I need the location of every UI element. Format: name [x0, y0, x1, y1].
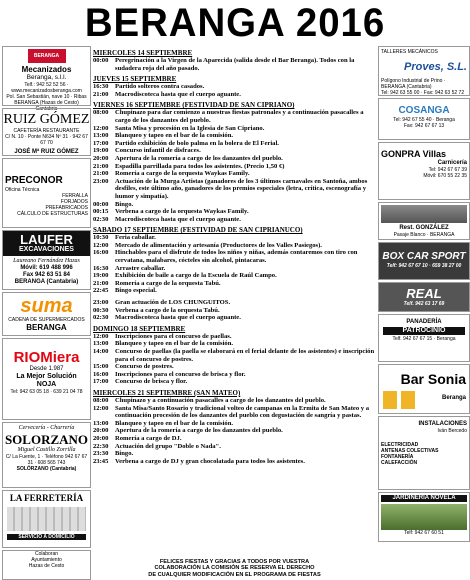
schedule-event	[93, 83, 376, 91]
schedule-event	[93, 249, 376, 264]
ferreteria-tools-image	[7, 507, 86, 531]
event-description: Verbena a cargo de la orquesta Waykas Family.	[115, 208, 249, 216]
schedule-event	[93, 91, 376, 99]
schedule-event	[93, 420, 376, 428]
cerveceria-addr: C/ La Fuente, 1 · Teléfono 942 67 67 31 · 608 565 743	[5, 454, 88, 466]
real-name: REAL	[406, 286, 442, 301]
schedule-event	[93, 458, 376, 466]
schedule-event	[93, 427, 376, 435]
fiestas-schedule	[93, 46, 376, 580]
event-time: 00:00	[93, 200, 109, 208]
event-time: 02:30	[93, 314, 109, 322]
sonia-place: Beranga	[441, 395, 466, 401]
instalaciones-e: CALEFACCIÓN	[381, 460, 418, 466]
colabora-a: Colaboran	[34, 551, 59, 557]
schedule-event	[93, 132, 376, 140]
event-time: 00:30	[93, 306, 109, 314]
preconor-d: PREFABRICADOS	[45, 205, 88, 211]
event-description: Blanqueo y tapeo en el bar de la comisión.	[115, 340, 234, 348]
event-description: Bingo.	[115, 450, 134, 458]
gonpra-a: Carnicería	[437, 160, 467, 166]
poster-title: BERANGA 2016	[84, 1, 386, 45]
instalaciones-c: ANTENAS COLECTIVAS	[381, 448, 439, 454]
mecanizados-logo: BERANGA	[28, 49, 66, 63]
ad-gonpra	[378, 142, 470, 200]
schedule-event	[93, 57, 376, 72]
riomiera-place: NOJA	[36, 381, 57, 388]
event-time: 16:30	[93, 264, 109, 272]
event-description: Macrodiscoteca hasta que el cuerpo aguante.	[115, 314, 241, 322]
event-description: Blanqueo y tapeo en el bar de la comisión.	[115, 419, 234, 427]
schedule-day-heading: MIERCOLES 14 SEPTIEMBRE	[93, 49, 193, 57]
cerveceria-a: Cervecería - Churrería	[18, 425, 75, 431]
event-time: 13:00	[93, 132, 109, 140]
colabora-b: Ayuntamiento	[31, 557, 62, 563]
ruiz-gomez-sub: CAFETERÍA RESTAURANTE	[13, 128, 80, 134]
ruiz-gomez-person: JOSÉ Mª RUIZ GÓMEZ	[14, 149, 79, 155]
instalaciones-d: FONTANERÍA	[381, 454, 414, 460]
laufer-fax: Fax 942 63 51 84	[22, 272, 71, 278]
ad-jardineria	[378, 492, 470, 542]
schedule-event	[93, 272, 376, 280]
instalaciones-b: ELECTRICIDAD	[381, 442, 419, 448]
schedule-event	[93, 155, 376, 163]
jardineria-name: JARDINERÍA NOVELA	[381, 495, 467, 502]
event-description: Hinchables para el disfrute de todos los niños y niñas, además contaremos con tiro con cervatana, malabares, cócteles sin alcohol, pintacaras.	[115, 249, 358, 265]
event-description: Arrastre caballar.	[115, 264, 166, 272]
laufer-person: Laureano Fernández Hazas	[13, 258, 80, 264]
gonpra-name: GONPRA Villas	[381, 149, 447, 159]
ad-preconor	[2, 158, 91, 228]
footer-line-2: COLABORACIÓN LA COMISIÓN SE RESERVA EL DERECHO	[154, 565, 315, 571]
schedule-event	[93, 280, 376, 288]
cosanga-addr: Tel: 942 67 55 40 · Beranga	[393, 117, 455, 123]
event-description: Espadilla parrillada para todos los asistentes. (Precio 1,50 €)	[115, 162, 285, 170]
suma-name: BERANGA	[26, 323, 67, 332]
event-description: Romería a cargo de la orquesta Waykas Family.	[115, 170, 250, 178]
event-description: Romería a cargo de la orquesta Tabú.	[115, 279, 221, 287]
schedule-event	[93, 163, 376, 171]
laufer-sub: EXCAVACIONES	[19, 246, 74, 253]
ferreteria-sub: SERVICIO A DOMICILIO	[7, 534, 86, 540]
footer-line-1: FELICES FIESTAS Y GRACIAS A TODOS POR VUESTRA	[159, 558, 310, 565]
event-time: 21:00	[93, 90, 109, 98]
ad-colaboran	[2, 550, 91, 580]
gonzalez-name: Rest. GONZÁLEZ	[399, 225, 449, 231]
event-time: 20:00	[93, 427, 109, 435]
mecanizados-name: Mecanizados	[21, 65, 72, 74]
schedule-event	[93, 125, 376, 133]
mecanizados-line3: BERANGA (Hazas de Cesto) Cantabria	[14, 100, 79, 112]
real-a: Telf. 942 63 17 69	[403, 301, 445, 307]
event-time: 02:30	[93, 215, 109, 223]
event-time: 19:00	[93, 272, 109, 280]
left-sponsor-column	[2, 46, 91, 580]
event-description: Verbena a cargo de DJ y gran chocolatada para todos los asistentes.	[115, 457, 305, 465]
schedule-day-heading: VIERNES 16 SEPTIEMBRE (FESTIVIDAD DE SAN CIPRIANO)	[93, 101, 295, 110]
schedule-event	[93, 378, 376, 386]
instalaciones-name: INSTALACIONES	[418, 421, 467, 427]
ad-box-car-sport	[378, 242, 470, 280]
ad-suma	[2, 292, 91, 336]
event-time: 10:30	[93, 234, 109, 242]
instalaciones-a: Iván Bercedo	[437, 428, 467, 434]
ad-mecanizados	[2, 46, 91, 112]
schedule-event	[93, 234, 376, 242]
schedule-event	[93, 443, 376, 451]
preconor-a: Oficina Técnica	[5, 187, 40, 193]
event-description: Concurso de paellas (la paella se elaborará en el ferial delante de los asistentes) e inscripción para el concurso de postres.	[115, 348, 375, 363]
ad-cerveceria-solorzano	[2, 422, 91, 488]
event-time: 17:00	[93, 378, 109, 386]
beer-glass-icon	[401, 391, 415, 409]
laufer-banner	[3, 231, 90, 256]
right-sponsor-column	[378, 46, 470, 580]
event-description: Mercado de alimentación y artesanía (Productores de los Valles Pasiegos).	[115, 241, 322, 249]
cerveceria-place: SOLÓRZANO (Cantabria)	[16, 466, 77, 472]
schedule-event	[93, 435, 376, 443]
event-time: 13:00	[93, 419, 109, 427]
event-time: 21:00	[93, 162, 109, 170]
event-time: 13:00	[93, 340, 109, 348]
suma-logo: suma	[20, 295, 73, 317]
ad-laufer	[2, 230, 91, 290]
schedule-event	[93, 287, 376, 295]
schedule-event	[93, 178, 376, 201]
event-description: Macrodiscoteca hasta que el cuerpo aguante.	[115, 215, 241, 223]
event-time: 23:00	[93, 299, 109, 307]
event-time: 23:00	[93, 177, 109, 185]
event-time: 20:00	[93, 154, 109, 162]
panaderia-b: Telf. 942 67 67 15 · Beranga	[392, 336, 456, 342]
laufer-name: LAUFER	[20, 232, 73, 247]
schedule-event	[93, 216, 376, 224]
schedule-day-heading: MIERCOLES 21 SEPTIEMBRE (SAN MATEO)	[93, 388, 241, 397]
event-description: Actuación del grupo "Doble o Nada".	[115, 442, 221, 450]
schedule-day-heading: DOMINGO 18 SEPTIEMBRE	[93, 324, 186, 333]
gonpra-c: Móvil: 670 55 22 35	[423, 173, 467, 179]
event-time: 16:00	[93, 249, 109, 257]
ruiz-gomez-line: C/ N. 10 · Ponte N634 Nº 31 · 942 67 67 70	[5, 134, 88, 146]
event-time: 12:00	[93, 332, 109, 340]
schedule-event	[93, 147, 376, 155]
event-description: Inscripciones para el concurso de paellas.	[115, 332, 232, 340]
event-time: 23:45	[93, 457, 109, 465]
cerveceria-person: Miguel Castillo Zorrilla	[17, 447, 76, 453]
event-description: Santa Misa y procesión en la Iglesia de San Cipriano.	[115, 124, 265, 132]
schedule-event	[93, 140, 376, 148]
schedule-event	[93, 201, 376, 209]
event-time: 00:15	[93, 208, 109, 216]
ad-real	[378, 282, 470, 312]
event-time: 12:00	[93, 241, 109, 249]
schedule-event	[93, 397, 376, 405]
event-time: 20:00	[93, 434, 109, 442]
event-time: 08:00	[93, 396, 109, 404]
event-time: 21:00	[93, 279, 109, 287]
event-description: Peregrinación a la Virgen de la Aparecida (salida desde el Bar Beranga). Todos con la sudadera roja del año pasado.	[115, 57, 355, 72]
schedule-event	[93, 299, 376, 307]
riomiera-name: RIOMiera	[13, 349, 80, 366]
event-time: 12:00	[93, 124, 109, 132]
event-description: Apertura de la romería a cargo de los danzantes del pueblo.	[115, 154, 283, 162]
gonpra-b: Tel: 942 67 67 39	[428, 167, 467, 173]
event-time: 15:00	[93, 363, 109, 371]
ruiz-gomez-name: RUIZ GÓMEZ	[3, 112, 90, 127]
beer-glass-icon	[383, 391, 397, 409]
ad-panaderia-patrocinio	[378, 314, 470, 362]
event-description: Concurso infantil de disfraces.	[115, 147, 201, 155]
schedule-event	[93, 348, 376, 363]
ad-riomiera	[2, 338, 91, 420]
panaderia-a: PANADERÍA	[406, 319, 442, 325]
event-description: Bingo especial.	[115, 287, 157, 295]
event-time: 23:30	[93, 450, 109, 458]
ad-bar-sonia	[378, 364, 470, 414]
proves-b: Polígono Industrial de Prino · BERANGA (Cantabria)	[381, 78, 446, 90]
event-description: Bingo.	[115, 200, 134, 208]
mecanizados-line1: Telf.: 942 52 52 56 · www.mecanizadosberanga.com	[11, 82, 82, 94]
event-time: 16:00	[93, 370, 109, 378]
event-time: 16:30	[93, 83, 109, 91]
cerveceria-name: SOLORZANO	[4, 432, 89, 447]
event-description: Macrodiscoteca hasta que el cuerpo aguante.	[115, 90, 241, 98]
poster-footer	[93, 559, 376, 579]
footer-line-3: DE CUALQUIER MODIFICACIÓN EN EL PROGRAMA DE FIESTAS	[148, 571, 321, 578]
proves-name: Proves, S.L.	[404, 61, 467, 73]
mecanizados-line2: Pol. San Sebastián, nave 10 · Ribas	[6, 94, 87, 100]
ad-ruiz-gomez	[2, 108, 91, 156]
event-description: Partido exhibición de bolo palma en la bolera de El Ferial.	[115, 139, 279, 147]
preconor-c: FORJADOS	[60, 199, 88, 205]
mecanizados-company: Beranga, s.l.l.	[26, 74, 67, 81]
event-description: Chupinazo para dar comienzo a nuestras fiestas patronales y a continuación pasacalles a cargo de los danzantes del pueblo.	[115, 109, 364, 124]
event-description: Chupinazo y a continuación pasacalles a cargo de los danzantes del pueblo.	[115, 396, 326, 404]
laufer-phone: Móvil: 619 488 996	[20, 265, 73, 271]
schedule-list	[93, 49, 376, 465]
event-description: Feria caballar.	[115, 234, 156, 242]
ad-rest-gonzalez	[378, 202, 470, 240]
jardineria-a: Telf: 942 67 60 51	[404, 530, 444, 536]
event-time: 17:00	[93, 139, 109, 147]
event-description: Concurso de postres.	[115, 363, 174, 371]
gonzalez-a: Pasaje Blanco · BERANGA	[393, 232, 455, 238]
event-time: 22:30	[93, 442, 109, 450]
schedule-event	[93, 170, 376, 178]
event-description: Concurso de brisca y flor.	[115, 378, 188, 386]
schedule-event	[93, 109, 376, 124]
ad-cosanga	[378, 98, 470, 140]
event-time: 14:00	[93, 348, 109, 355]
jardineria-photo	[381, 504, 467, 530]
schedule-event	[93, 242, 376, 250]
event-description: Partido solteros contra casados.	[115, 83, 205, 91]
event-description: Apertura de la romería a cargo de los danzantes del pueblo.	[115, 427, 283, 435]
preconor-e: CÁLCULO DE ESTRUCTURAS	[17, 211, 88, 217]
ad-instalaciones	[378, 416, 470, 490]
event-description: Actuación de la Murga Artistas (ganadores de los 3 últimos carnavales en Santoña, ambos desfiles, este último año, ganadores de los premios especiales (letra, crítica, escenografía y humor y simpatía).	[115, 177, 368, 200]
ferreteria-name: LA FERRETERÍA	[9, 493, 84, 503]
schedule-event	[93, 405, 376, 420]
schedule-event	[93, 307, 376, 315]
laufer-place: BERANGA (Cantabria)	[14, 279, 79, 285]
schedule-event	[93, 333, 376, 341]
gonzalez-photo	[381, 205, 467, 223]
event-time: 08:00	[93, 109, 109, 117]
boxcar-a: Telf: 942 67 67 10 · 659 38 27 00	[386, 263, 462, 269]
event-description: Blanqueo y tapeo en el bar de la comisión.	[115, 132, 234, 140]
event-time: 19:00	[93, 147, 109, 155]
event-description: Romería a cargo de DJ.	[115, 434, 182, 442]
schedule-event	[93, 340, 376, 348]
sonia-name: Bar Sonia	[400, 371, 466, 387]
schedule-event	[93, 371, 376, 379]
panaderia-name: PATROCINIO	[383, 327, 465, 335]
preconor-name: PRECONOR	[5, 175, 63, 186]
ad-la-ferreteria	[2, 490, 91, 548]
ad-proves	[378, 46, 470, 96]
schedule-event	[93, 265, 376, 273]
cosanga-name: COSANGA	[398, 105, 450, 116]
cosanga-phone: Fax: 942 67 67 13	[403, 123, 445, 129]
proves-c: Tel: 942 63 55 00 · Fax: 942 63 52 72	[381, 90, 465, 96]
suma-sub: CADENA DE SUPERMERCADOS	[8, 317, 85, 323]
preconor-b: FERRALLA	[62, 193, 88, 199]
event-time: 00:00	[93, 57, 109, 64]
event-description: Gran actuación de LOS CHUNGUITOS.	[115, 299, 231, 307]
schedule-day-heading: SABADO 17 SEPTIEMBRE (FESTIVIDAD DE SAN CIPRIANUCO)	[93, 226, 303, 235]
event-description: Exhibición de baile a cargo de la Escuela de Raúl Campo.	[115, 272, 277, 280]
colabora-c: Hazas de Cesto	[28, 563, 65, 569]
event-description: Santa Misa/Santo Rosario y tradicional volteo de campanas en la Ermita de San Mateo y a continuación procesión de los danzantes del pueblo con degustación de sangría y pastas.	[115, 404, 370, 420]
schedule-event	[93, 450, 376, 458]
event-description: Verbena a cargo de la orquesta Tabú.	[115, 306, 220, 314]
proves-a: TALLERES MECÁNICOS	[381, 49, 438, 55]
riomiera-slogan: La Mejor Solución	[16, 373, 77, 380]
schedule-day-heading: JUEVES 15 SEPTIEMBRE	[93, 75, 177, 84]
schedule-event	[93, 208, 376, 216]
event-description: Inscripciones para el concurso de brisca y flor.	[115, 370, 246, 378]
schedule-event	[93, 314, 376, 322]
riomiera-phone: Tel: 942 63 05 18 · 639 21 04 78	[10, 389, 83, 395]
event-time: 22:45	[93, 287, 109, 295]
riomiera-since: Desde 1.987	[29, 366, 64, 372]
schedule-event	[93, 363, 376, 371]
event-time: 21:00	[93, 170, 109, 178]
event-time: 12:00	[93, 404, 109, 412]
boxcar-name: BOX CAR SPORT	[382, 251, 466, 262]
